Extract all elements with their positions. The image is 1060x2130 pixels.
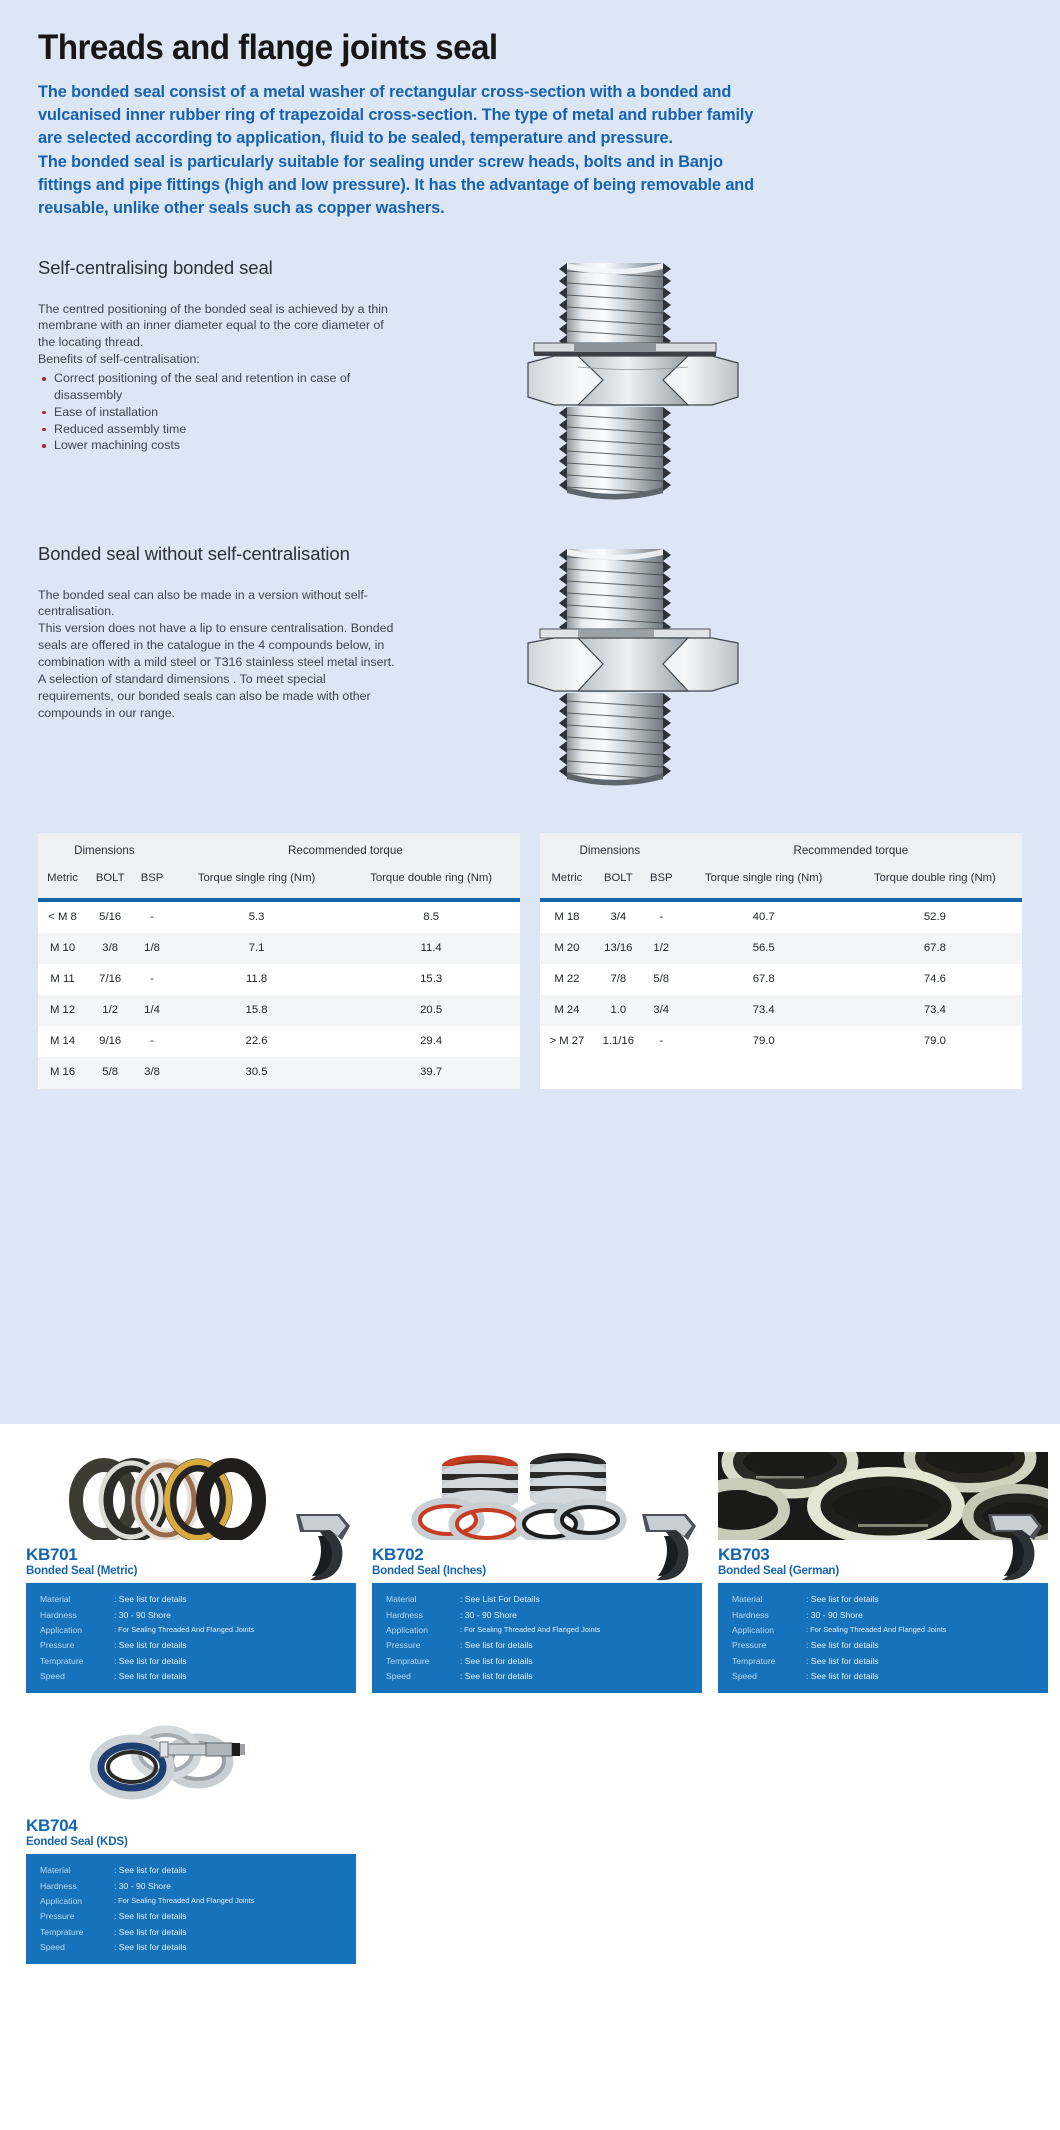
spec-box — [718, 1583, 1048, 1693]
spec-value: : See list for details — [114, 1865, 187, 1876]
spec-key: Hardness — [386, 1609, 423, 1620]
cell: 1.1/16 — [594, 1026, 643, 1059]
column-header-torque-single: Torque single ring (Nm) — [680, 866, 848, 900]
group-header-torque: Recommended torque — [171, 833, 520, 866]
spec-value: : See list for details — [806, 1671, 879, 1682]
cell: 5/8 — [87, 1057, 133, 1090]
torque-table-right-wrap — [540, 833, 1022, 1089]
product-code: KB702 — [372, 1545, 424, 1564]
torque-table-left-body — [38, 900, 520, 1090]
cell: 39.7 — [342, 1057, 520, 1090]
spec-value: : 30 - 90 Shore — [114, 1609, 171, 1620]
spec-key: Speed — [732, 1671, 757, 1682]
table-row — [38, 900, 520, 933]
cell: M 24 — [540, 995, 594, 1026]
cell: M 20 — [540, 933, 594, 964]
spec-value: : See list for details — [460, 1671, 533, 1682]
column-header-torque-single: Torque single ring (Nm) — [171, 866, 342, 900]
bonded-seal-washer — [534, 343, 716, 356]
spec-value: : See list for details — [460, 1655, 533, 1666]
column-header-bsp: BSP — [643, 866, 680, 900]
product-card-row-1 — [26, 1452, 1034, 1693]
cell: 7/8 — [594, 964, 643, 995]
intro-paragraphs — [38, 81, 773, 221]
cell: - — [643, 1026, 680, 1059]
feature-paragraph: The centred positioning of the bonded seal is achieved by a thin membrane with an inner diameter equal to the core diameter of the locating thread. — [38, 301, 388, 350]
cell: - — [133, 1026, 171, 1057]
cell: 79.0 — [848, 1026, 1022, 1059]
spec-row — [732, 1653, 1036, 1668]
spec-row — [40, 1623, 344, 1638]
cell: 56.5 — [680, 933, 848, 964]
feature-paragraph: Benefits of self-centralisation: — [38, 352, 200, 367]
spec-key: Material — [40, 1594, 71, 1605]
spec-key: Material — [386, 1594, 417, 1605]
spec-row — [40, 1909, 344, 1924]
cell: M 18 — [540, 900, 594, 933]
spec-row — [386, 1623, 690, 1638]
table-row — [540, 995, 1022, 1026]
spec-row — [40, 1653, 344, 1668]
spec-value: : See list for details — [460, 1640, 533, 1651]
cell: 5/16 — [87, 900, 133, 933]
group-header-torque: Recommended torque — [680, 833, 1022, 866]
product-card-kb701[interactable] — [26, 1452, 356, 1693]
hex-nut — [528, 356, 738, 405]
cell: 1/8 — [133, 933, 171, 964]
feature-self-centralising — [38, 257, 1022, 507]
spec-row — [732, 1607, 1036, 1622]
spec-key: Material — [40, 1865, 71, 1876]
spec-value: : See list for details — [114, 1594, 187, 1605]
spec-box — [26, 1854, 356, 1964]
cell: 9/16 — [87, 1026, 133, 1057]
spec-value: : For Sealing Threaded And Flanged Joints — [114, 1624, 255, 1634]
spec-row — [40, 1940, 344, 1955]
feature-without-self-centralisation — [38, 543, 1022, 793]
self-centralising-bolt-svg — [518, 257, 748, 502]
feature-heading: Self-centralising bonded seal — [38, 256, 273, 278]
torque-table-right-body — [540, 900, 1022, 1059]
benefits-list — [38, 370, 398, 454]
spec-row — [732, 1592, 1036, 1607]
spec-row — [732, 1638, 1036, 1653]
spec-key: Speed — [40, 1671, 65, 1682]
list-item: Lower machining costs — [38, 437, 398, 454]
cell: 11.4 — [342, 933, 520, 964]
spec-row — [732, 1669, 1036, 1684]
spec-row — [386, 1592, 690, 1607]
cell: 73.4 — [848, 995, 1022, 1026]
seal-cross-section-icon — [972, 1510, 1046, 1584]
list-item: Ease of installation — [38, 404, 398, 421]
feature-heading: Bonded seal without self-centralisation — [38, 542, 350, 564]
cell: 29.4 — [342, 1026, 520, 1057]
cell: 3/4 — [643, 995, 680, 1026]
spec-value: : See list for details — [114, 1942, 187, 1953]
group-header-dimensions: Dimensions — [38, 833, 171, 866]
cell: 7/16 — [87, 964, 133, 995]
spec-key: Material — [732, 1594, 763, 1605]
spec-key: Pressure — [386, 1640, 421, 1651]
spec-key: Application — [386, 1624, 429, 1635]
seal-profile-icon — [156, 1737, 248, 1763]
spec-value: : See list for details — [806, 1655, 879, 1666]
product-name: Eonded Seal (KDS) — [26, 1834, 128, 1848]
column-header-metric: Metric — [38, 866, 87, 900]
cell: M 12 — [38, 995, 87, 1026]
seal-cross-section-icon — [280, 1510, 354, 1584]
intro-paragraph-1: The bonded seal consist of a metal washer of rectangular cross-section with a bonded and vulcanised inner rubber ring of trapezoidal cross-section. The type of metal and rubber family are selected according to application, fluid to be sealed, temperature and pressure. — [38, 82, 754, 148]
column-header-bolt: BOLT — [594, 866, 643, 900]
cell: 8.5 — [342, 900, 520, 933]
spec-key: Temprature — [386, 1655, 430, 1666]
cell: - — [133, 900, 171, 933]
table-row — [540, 1026, 1022, 1059]
upper-thread — [559, 263, 671, 349]
spec-key: Application — [40, 1624, 83, 1635]
column-header-torque-double: Torque double ring (Nm) — [342, 866, 520, 900]
cell: 7.1 — [171, 933, 342, 964]
group-header-dimensions: Dimensions — [540, 833, 680, 866]
torque-table-left-wrap — [38, 833, 520, 1089]
cell: 1/2 — [87, 995, 133, 1026]
spec-value: : See list for details — [114, 1911, 187, 1922]
feature-paragraph: This version does not have a lip to ensure centralisation. Bonded seals are offered in the catalogue in the 4 compounds below, in combination with a mild steel or T316 stainless steel metal insert. A selection of standard dimensions . To meet special requirements, our bonded seals can also be made with other compounds in our range. — [38, 621, 395, 720]
table-row — [38, 1057, 520, 1090]
spec-key: Pressure — [40, 1911, 75, 1922]
spec-key: Speed — [40, 1942, 65, 1953]
cell: 1.0 — [594, 995, 643, 1026]
spec-key: Hardness — [40, 1880, 77, 1891]
spec-value: : See List For Details — [460, 1594, 540, 1605]
cell: 5.3 — [171, 900, 342, 933]
list-item: Correct positioning of the seal and retention in case of disassembly — [38, 370, 398, 404]
cell: 1/2 — [643, 933, 680, 964]
spec-value: : See list for details — [114, 1926, 187, 1937]
spec-row — [386, 1638, 690, 1653]
spec-value: : For Sealing Threaded And Flanged Joints — [460, 1624, 601, 1634]
spec-key: Hardness — [40, 1609, 77, 1620]
upper-thread — [559, 549, 671, 635]
spec-key: Temprature — [40, 1926, 84, 1937]
feature-paragraph: The bonded seal can also be made in a version without self-centralisation. — [38, 587, 368, 619]
cell: M 16 — [38, 1057, 87, 1090]
cell: M 10 — [38, 933, 87, 964]
spec-row — [40, 1863, 344, 1878]
product-name: Bonded Seal (Inches) — [372, 1563, 486, 1577]
cell: 73.4 — [680, 995, 848, 1026]
product-code: KB704 — [26, 1816, 78, 1836]
spec-value: : 30 - 90 Shore — [460, 1609, 517, 1620]
spec-row — [732, 1623, 1036, 1638]
hex-nut — [528, 638, 738, 691]
cell: 67.8 — [848, 933, 1022, 964]
spec-key: Temprature — [732, 1655, 776, 1666]
spec-row — [40, 1607, 344, 1622]
product-card-kb703[interactable] — [718, 1452, 1048, 1693]
cell: 30.5 — [171, 1057, 342, 1090]
spec-value: : See list for details — [114, 1655, 187, 1666]
cell: 1/4 — [133, 995, 171, 1026]
table-row — [38, 995, 520, 1026]
column-header-bolt: BOLT — [87, 866, 133, 900]
table-row — [540, 933, 1022, 964]
cell: > M 27 — [540, 1026, 594, 1059]
lower-thread — [559, 407, 671, 500]
spec-value: : 30 - 90 Shore — [806, 1609, 863, 1620]
list-item: Reduced assembly time — [38, 421, 398, 438]
spec-key: Hardness — [732, 1609, 769, 1620]
spec-value: : For Sealing Threaded And Flanged Joints — [806, 1624, 947, 1634]
table-row — [38, 933, 520, 964]
cell: 40.7 — [680, 900, 848, 933]
spec-box — [372, 1583, 702, 1693]
product-code: KB701 — [26, 1545, 78, 1564]
spec-key: Pressure — [732, 1640, 767, 1651]
spec-value: : See list for details — [114, 1640, 187, 1651]
column-header-bsp: BSP — [133, 866, 171, 900]
spec-box — [26, 1583, 356, 1693]
cell: 52.9 — [848, 900, 1022, 933]
spec-key: Speed — [386, 1671, 411, 1682]
spec-key: Temprature — [40, 1655, 84, 1666]
cell: 15.8 — [171, 995, 342, 1026]
table-row — [540, 964, 1022, 995]
spec-value: : See list for details — [114, 1671, 187, 1682]
spec-row — [40, 1638, 344, 1653]
cell: 15.3 — [342, 964, 520, 995]
spec-value: : 30 - 90 Shore — [114, 1880, 171, 1891]
intro-paragraph-2: The bonded seal is particularly suitable for sealing under screw heads, bolts and in Banjo fittings and pipe fittings (high and low pressure). It has the advantage of being removable and reusable, unlike other seals such as copper washers. — [38, 153, 754, 218]
spec-row — [40, 1669, 344, 1684]
cell: 5/8 — [643, 964, 680, 995]
product-card-kb704[interactable] — [26, 1723, 356, 1964]
product-card-kb702[interactable] — [372, 1452, 702, 1693]
spec-key: Application — [732, 1624, 775, 1635]
cell: M 11 — [38, 964, 87, 995]
cell: M 14 — [38, 1026, 87, 1057]
cell: 79.0 — [680, 1026, 848, 1059]
column-header-torque-double: Torque double ring (Nm) — [848, 866, 1022, 900]
cell: 67.8 — [680, 964, 848, 995]
plain-bolt-svg — [518, 543, 748, 788]
torque-table-right — [540, 833, 1022, 1058]
lower-thread — [559, 693, 671, 786]
torque-tables — [38, 833, 1022, 1099]
table-row — [540, 900, 1022, 933]
cell: - — [133, 964, 171, 995]
spec-row — [386, 1653, 690, 1668]
seal-cross-section-icon — [626, 1510, 700, 1584]
bolt-assembly-diagram-plain — [518, 543, 748, 793]
cell: < M 8 — [38, 900, 87, 933]
cell: 20.5 — [342, 995, 520, 1026]
spec-key: Pressure — [40, 1640, 75, 1651]
loose-seals — [416, 1502, 622, 1540]
cell: M 22 — [540, 964, 594, 995]
cell: 74.6 — [848, 964, 1022, 995]
spec-row — [40, 1878, 344, 1893]
product-code: KB703 — [718, 1545, 770, 1564]
spec-row — [40, 1924, 344, 1939]
spec-row — [386, 1669, 690, 1684]
spec-value: : See list for details — [806, 1594, 879, 1605]
table-row — [38, 1026, 520, 1057]
spec-value: : For Sealing Threaded And Flanged Joints — [114, 1896, 255, 1906]
cell: 11.8 — [171, 964, 342, 995]
page-title: Threads and flange joints seal — [38, 28, 498, 67]
product-card-row-2 — [26, 1723, 1034, 1964]
cell: 3/8 — [87, 933, 133, 964]
spec-row — [386, 1607, 690, 1622]
spec-key: Application — [40, 1896, 83, 1907]
bonded-seal-washer-plain — [540, 629, 710, 638]
cell: 3/4 — [594, 900, 643, 933]
table-row — [38, 964, 520, 995]
column-header-metric: Metric — [540, 866, 594, 900]
product-cards-section — [0, 1424, 1060, 1964]
bolt-assembly-diagram — [518, 257, 748, 507]
cell: 3/8 — [133, 1057, 171, 1090]
cell: - — [643, 900, 680, 933]
product-name: Bonded Seal (German) — [718, 1563, 839, 1577]
spec-row — [40, 1894, 344, 1909]
spec-row — [40, 1592, 344, 1607]
spec-value: : See list for details — [806, 1640, 879, 1651]
product-name: Bonded Seal (Metric) — [26, 1563, 138, 1577]
cell: 22.6 — [171, 1026, 342, 1057]
torque-table-left — [38, 833, 520, 1089]
cell: 13/16 — [594, 933, 643, 964]
